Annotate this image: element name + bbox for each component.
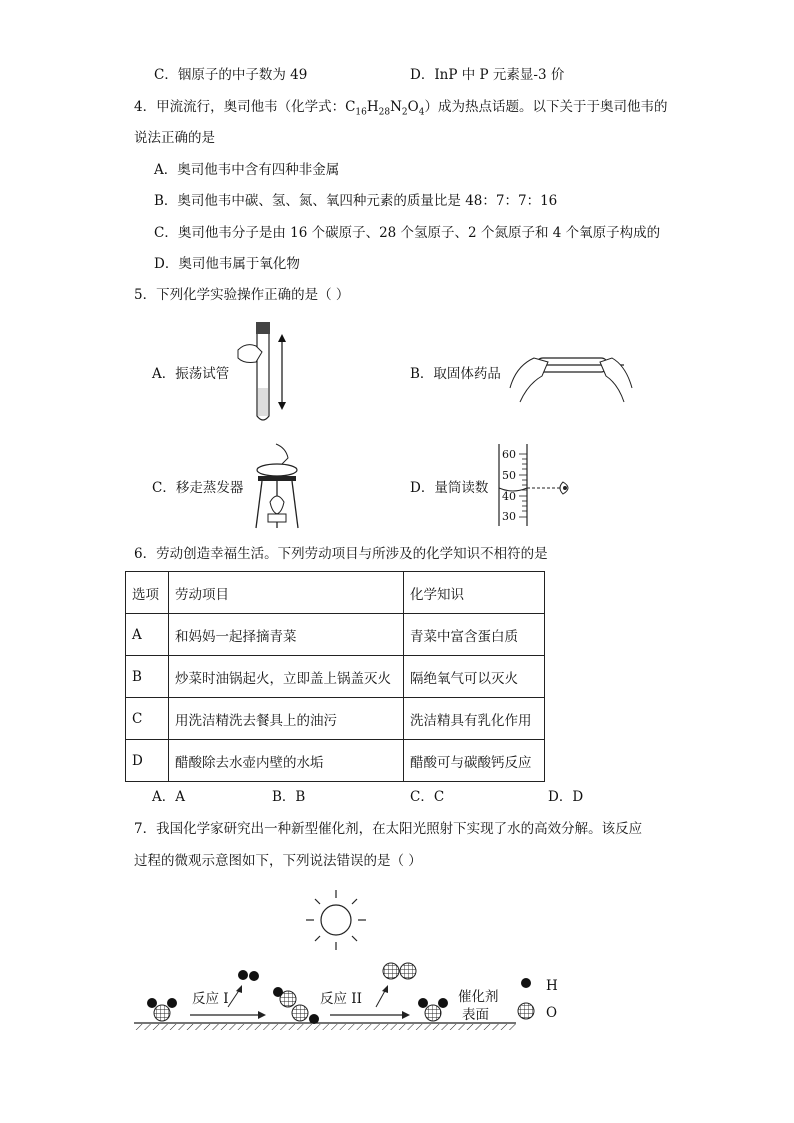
table-cell: 醋酸除去水壶内壁的水垢 <box>169 740 404 782</box>
table-row <box>126 740 545 782</box>
cylinder-tick-30: 30 <box>502 510 516 523</box>
table-header-cell: 化学知识 <box>404 572 545 614</box>
option-d-q5: D．量筒读数 <box>410 480 489 496</box>
table-cell: 隔绝氧气可以灭火 <box>404 656 545 698</box>
option-c-q6: C．C <box>410 789 445 805</box>
legend-hydrogen: H <box>546 978 558 994</box>
table-cell: 青菜中富含蛋白质 <box>404 614 545 656</box>
table-cell: C <box>126 698 169 740</box>
option-d-q4: D．奥司他韦属于氧化物 <box>154 256 300 272</box>
cylinder-tick-40: 40 <box>502 490 516 503</box>
cylinder-tick-50: 50 <box>502 469 516 482</box>
table-cell: 和妈妈一起择摘青菜 <box>169 614 404 656</box>
labor-chemistry-table <box>125 571 545 782</box>
shaking-test-tube-figure <box>236 318 296 428</box>
table-cell: 醋酸可与碳酸钙反应 <box>404 740 545 782</box>
evaporating-dish-figure <box>252 440 302 532</box>
table-header-cell: 选项 <box>126 572 169 614</box>
option-c-q4: C．奥司他韦分子是由 16 个碳原子、28 个氢原子、2 个氮原子和 4 个氧原子构成的 <box>154 225 661 241</box>
table-header-cell: 劳动项目 <box>169 572 404 614</box>
question-6-stem: 6．劳动创造幸福生活。下列劳动项目与所涉及的化学知识不相符的是 <box>134 546 548 562</box>
reaction-1-label: 反应 I <box>192 991 229 1007</box>
option-b-q6: B．B <box>272 789 306 805</box>
table-cell: 用洗洁精洗去餐具上的油污 <box>169 698 404 740</box>
catalyst-label: 催化剂 <box>458 989 499 1005</box>
table-row <box>126 698 545 740</box>
option-a-q5: A．振荡试管 <box>152 366 230 382</box>
question-4-stem: 4．甲流流行，奥司他韦（化学式：$C_{16}H_{28}N_2O_4$）成为热点话题。以下关于于奥司他韦的 <box>134 99 668 118</box>
option-c-q5: C．移走蒸发器 <box>152 480 244 496</box>
question-5-stem: 5．下列化学实验操作正确的是（ ） <box>134 287 350 303</box>
table-row <box>126 614 545 656</box>
cylinder-tick-60: 60 <box>502 448 516 461</box>
table-cell: D <box>126 740 169 782</box>
table-cell: 洗洁精具有乳化作用 <box>404 698 545 740</box>
legend-oxygen: O <box>546 1005 558 1021</box>
table-cell: 炒菜时油锅起火，立即盖上锅盖灭火 <box>169 656 404 698</box>
table-cell: A <box>126 614 169 656</box>
reaction-2-label: 反应 II <box>320 991 362 1007</box>
table-header-row <box>126 572 545 614</box>
option-a-q6: A．A <box>152 789 185 805</box>
catalyst-surface-label: 表面 <box>462 1007 489 1023</box>
option-b-q5: B．取固体药品 <box>410 366 501 382</box>
table-row <box>126 656 545 698</box>
water-splitting-diagram <box>128 885 578 1035</box>
table-cell: B <box>126 656 169 698</box>
option-a-q4: A．奥司他韦中含有四种非金属 <box>154 162 340 178</box>
question-7-stem: 7．我国化学家研究出一种新型催化剂，在太阳光照射下实现了水的高效分解。该反应 <box>134 821 643 837</box>
option-d-q6: D．D <box>548 789 584 805</box>
option-c-q3: C．铟原子的中子数为 49 <box>154 67 308 83</box>
question-7-stem-cont: 过程的微观示意图如下，下列说法错误的是（ ） <box>134 853 422 869</box>
sun-icon <box>306 890 366 950</box>
question-4-stem-cont: 说法正确的是 <box>134 130 215 146</box>
option-d-q3: D．InP 中 P 元素显-3 价 <box>410 67 565 83</box>
take-solid-reagent-figure <box>506 344 636 406</box>
option-b-q4: B．奥司他韦中碳、氢、氮、氧四种元素的质量比是 48：7：7：16 <box>154 193 558 209</box>
